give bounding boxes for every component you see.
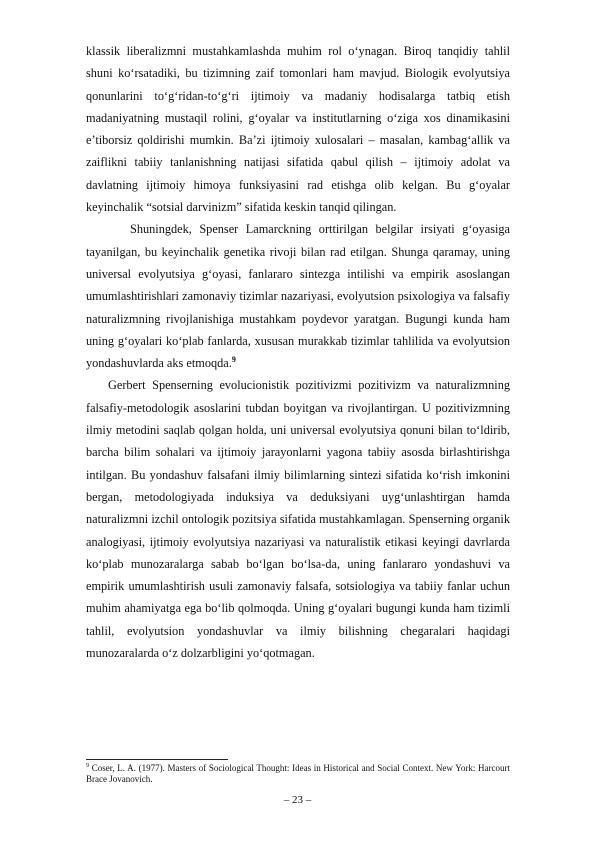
- paragraph-3-text: Gerbert Spenserning evolucionistik pozitivizmi pozitivizm va naturalizmning falsafiy-metodologik asoslarini tubdan boyitgan va rivojlantirgan. U pozitivizmning ilmiy metodini saqlab qolgan holda, uni universal evolyutsiya qonuni bilan to‘ldirib, barcha bilim sohalari va ijtimoiy jarayonlarni yagona tabiiy asosda birlashtirishga intilgan. Bu yondashuv falsafani ilmiy bilimlarning sintezi sifatida ko‘rish imkonini bergan, metodologiyada induksiya va deduksiyani uyg‘unlashtirgan hamda naturalizmni izchil ontologik pozitsiya sifatida mustahkamlagan. Spenserning organik analogiyasi, ijtimoiy evolyutsiya nazariyasi va naturalistik etikasi keyingi davrlarda ko‘plab munozaralarga sabab bo‘lgan bo‘lsa-da, uning fanlararo yondashuvi va empirik umumlashtirish usuli zamonaviy falsafa, sotsiologiya va tabiiy fanlar uchun muhim ahamiyatga ega bo‘lib qolmoqda. Uning g‘oyalari bugungi kunda ham tizimli tahlil, evolyutsion yondashuvlar va ilmiy bilishning chegaralari haqidagi munozaralarda o‘z dolzarbligini yo‘qotmagan.: [86, 378, 510, 661]
- paragraph-2-text: Shuningdek, Spenser Lamarckning orttirilgan belgilar irsiyati g‘oyasiga tayanilgan, bu keyinchalik genetika rivoji bilan rad etilgan. Shunga qaramay, uning universal evolyutsiya g‘oyasi, fanlararo sintezga intilishi va empirik asoslangan umumlashtirishlari zamonaviy tizimlar nazariyasi, evolyutsion psixologiya va falsafiy naturalizmning rivojlanishiga mustahkam poydevor yaratgan. Bugungi kunda ham uning g‘oyalari ko‘plab fanlarda, xususan murakkab tizimlar tahlilida va evolyutsion yondashuvlarda aks etmoqda.: [86, 222, 510, 371]
- footnote-reference[interactable]: 9: [231, 355, 236, 365]
- paragraph-3: [86, 374, 510, 664]
- footnote-marker: 9: [86, 763, 89, 769]
- footnote-text: Coser, L. A. (1977). Masters of Sociological Thought: Ideas in Historical and Social Context. New York: Harcourt Brace Jovanovich.: [86, 763, 510, 784]
- footnote: [86, 763, 510, 785]
- paragraph-1: [86, 40, 510, 218]
- paragraph-2: [86, 218, 510, 374]
- body-text: [86, 40, 510, 664]
- paragraph-1-text: klassik liberalizmni mustahkamlashda muhim rol o‘ynagan. Biroq tanqidiy tahlil shuni ko‘rsatadiki, bu tizimning zaif tomonlari ham mavjud. Biologik evolyutsiya qonunlarini to‘g‘ridan-to‘g‘ri ijtimoiy va madaniy hodisalarga tatbiq etish madaniyatning mustaqil rolini, g‘oyalar va institutlarning o‘ziga xos dinamikasini e’tiborsiz qoldirishi mumkin. Ba’zi ijtimoiy xulosalari – masalan, kambag‘allik va zaiflikni tabiiy tanlanishning natijasi sifatida qabul qilish – ijtimoiy adolat va davlatning ijtimoiy himoya funksiyasini rad etishga olib kelgan. Bu g‘oyalar keyinchalik “sotsial darvinizm” sifatida keskin tanqid qilingan.: [86, 44, 510, 215]
- page-number: – 23 –: [283, 794, 312, 806]
- footnote-separator: [86, 759, 228, 760]
